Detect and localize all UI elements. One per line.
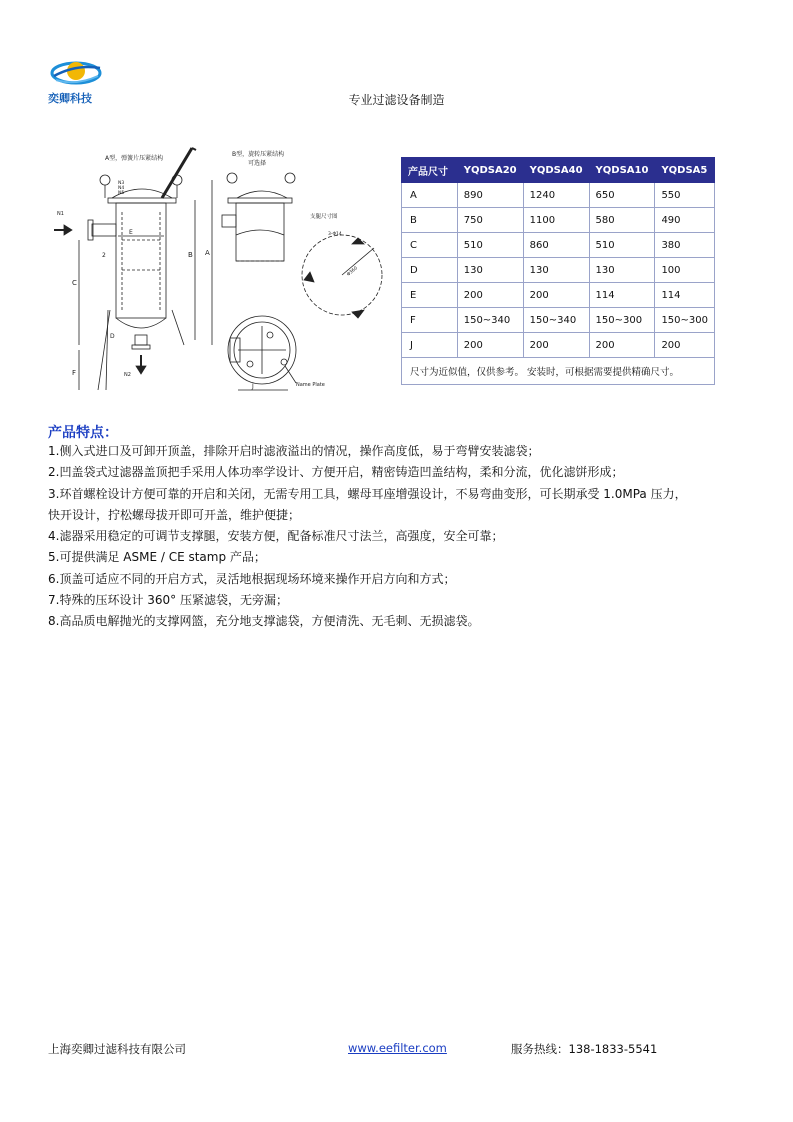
spec-cell: 150~300 xyxy=(589,308,655,333)
spec-table-row xyxy=(402,233,715,258)
drawing-label-n1: N1 xyxy=(57,211,64,217)
drawing-label-2: 2 xyxy=(102,252,106,259)
feature-item: 8.高品质电解抛光的支撑网篮，充分地支撑滤袋，方便清洗、无毛刺、无损滤袋。 xyxy=(48,614,480,629)
spec-cell: 200 xyxy=(457,333,523,358)
feature-item: 5.可提供满足 ASME / CE stamp 产品； xyxy=(48,550,266,565)
spec-cell: 860 xyxy=(523,233,589,258)
spec-cell: 1100 xyxy=(523,208,589,233)
spec-cell: C xyxy=(402,233,458,258)
spec-cell: 380 xyxy=(655,233,715,258)
footer-phone: 服务热线：138-1833-5541 xyxy=(511,1042,658,1056)
spec-cell: 200 xyxy=(457,283,523,308)
spec-cell: 510 xyxy=(589,233,655,258)
spec-cell: 490 xyxy=(655,208,715,233)
drawing-dim-f: F xyxy=(72,369,77,377)
spec-table-header-row xyxy=(402,158,715,183)
spec-cell: 510 xyxy=(457,233,523,258)
spec-cell: 580 xyxy=(589,208,655,233)
spec-cell: 550 xyxy=(655,183,715,208)
drawing-label-n4: N4 xyxy=(118,186,125,191)
spec-cell: 200 xyxy=(523,283,589,308)
drawing-dim-b: B xyxy=(188,251,193,259)
spec-cell: J xyxy=(402,333,458,358)
spec-cell: 130 xyxy=(589,258,655,283)
spec-cell: 114 xyxy=(655,283,715,308)
drawing-label-b-optional: 可选择 xyxy=(248,160,267,167)
spec-cell: 114 xyxy=(589,283,655,308)
spec-cell: 130 xyxy=(523,258,589,283)
drawing-label-support: 支腿尺寸图 xyxy=(310,214,338,220)
spec-header-cell: YQDSA5 xyxy=(655,158,715,183)
spec-cell: 1240 xyxy=(523,183,589,208)
feature-item: 快开设计，拧松螺母拔开即可开盖，维护便捷； xyxy=(48,507,301,522)
page-header-title: 专业过滤设备制造 xyxy=(348,93,445,107)
spec-cell: 200 xyxy=(589,333,655,358)
filter-technical-drawing xyxy=(52,140,392,400)
drawing-dim-a: A xyxy=(205,249,210,257)
drawing-dim-d: D xyxy=(110,333,115,340)
spec-cell: 750 xyxy=(457,208,523,233)
spec-table-row xyxy=(402,333,715,358)
drawing-label-diameter: Φ360 xyxy=(346,266,359,278)
spec-cell: 890 xyxy=(457,183,523,208)
spec-table-row xyxy=(402,308,715,333)
spec-table-row xyxy=(402,183,715,208)
drawing-label-a-type: A型，弹簧片压紧结构 xyxy=(105,155,164,162)
spec-cell: 650 xyxy=(589,183,655,208)
spec-header-cell: YQDSA10 xyxy=(589,158,655,183)
drawing-dim-e: E xyxy=(129,229,133,236)
footer-company: 上海奕卿过滤科技有限公司 xyxy=(48,1042,186,1056)
spec-cell: E xyxy=(402,283,458,308)
spec-cell: 150~340 xyxy=(457,308,523,333)
feature-item: 2.凹盖袋式过滤器盖顶把手采用人体功率学设计、方便开启，精密铸造凹盖结构，柔和分流，优化滤饼形成； xyxy=(48,465,624,480)
spec-table-note-row xyxy=(402,358,715,385)
spec-cell: 200 xyxy=(655,333,715,358)
spec-cell: 130 xyxy=(457,258,523,283)
drawing-label-b-type: B型，旋转压紧结构 xyxy=(232,151,285,158)
spec-header-cell: YQDSA40 xyxy=(523,158,589,183)
spec-cell: 150~340 xyxy=(523,308,589,333)
spec-cell: B xyxy=(402,208,458,233)
feature-item: 7.特殊的压环设计 360° 压紧滤袋，无旁漏； xyxy=(48,593,288,608)
spec-table-note: 尺寸为近似值，仅供参考。 安装时，可根据需要提供精确尺寸。 xyxy=(402,358,715,385)
feature-item: 4.滤器采用稳定的可调节支撑腿，安装方便，配备标准尺寸法兰，高强度，安全可靠； xyxy=(48,529,504,544)
spec-table xyxy=(401,157,715,385)
spec-cell: F xyxy=(402,308,458,333)
spec-table-row xyxy=(402,258,715,283)
drawing-label-n3: N3 xyxy=(118,181,125,186)
feature-item: 6.顶盖可适应不同的开启方式，灵活地根据现场环境来操作开启方向和方式； xyxy=(48,571,456,586)
features-title: 产品特点： xyxy=(48,425,118,441)
feature-item: 1.侧入式进口及可卸开顶盖，排除开启时滤液溢出的情况，操作高度低，易于弯臂安装滤袋； xyxy=(48,444,540,458)
spec-table-row xyxy=(402,208,715,233)
spec-cell: D xyxy=(402,258,458,283)
footer-website-link[interactable]: www.eefilter.com xyxy=(348,1041,447,1055)
feature-item: 3.环首螺栓设计方便可靠的开启和关闭，无需专用工具，螺母耳座增强设计，不易弯曲变形，可长期承受 1.0MPa 压力， xyxy=(48,486,687,501)
drawing-label-n2: N2 xyxy=(124,372,131,378)
drawing-dim-j: J xyxy=(252,383,254,390)
spec-header-cell: YQDSA20 xyxy=(457,158,523,183)
drawing-label-nameplate: Name Plate xyxy=(296,382,325,388)
spec-cell: 100 xyxy=(655,258,715,283)
spec-cell: 200 xyxy=(523,333,589,358)
spec-cell: A xyxy=(402,183,458,208)
drawing-label-bolt: 3-Φ14 xyxy=(328,232,342,237)
spec-header-cell: 产品尺寸 xyxy=(402,158,458,183)
spec-table-row xyxy=(402,283,715,308)
drawing-label-n5: N5 xyxy=(118,191,125,196)
drawing-dim-c: C xyxy=(72,279,77,287)
features-list xyxy=(48,441,748,633)
spec-cell: 150~300 xyxy=(655,308,715,333)
logo-text: 奕卿科技 xyxy=(48,92,92,105)
